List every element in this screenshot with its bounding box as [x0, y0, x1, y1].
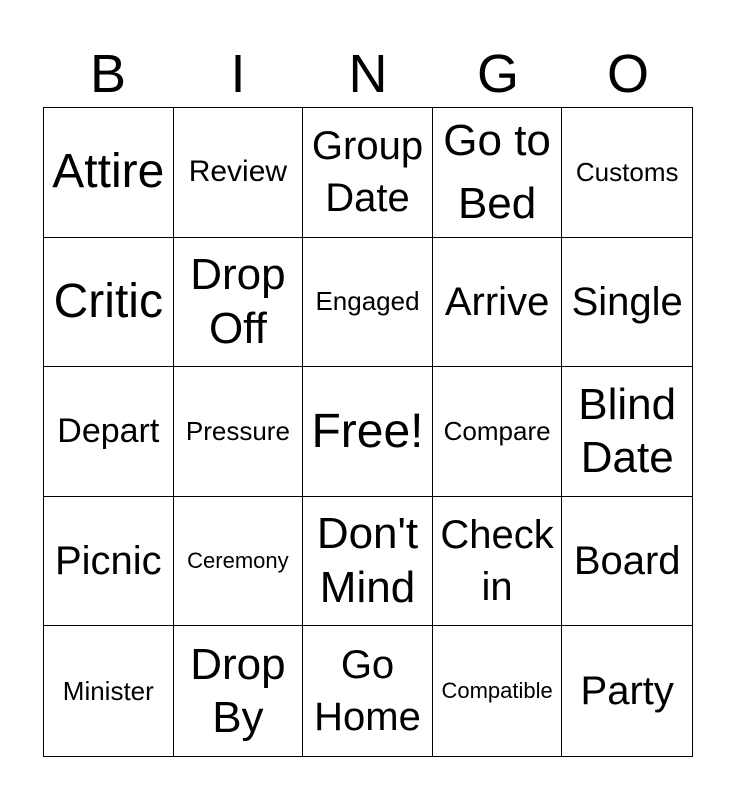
- cell-label: Compare: [443, 415, 551, 446]
- bingo-cell[interactable]: [433, 497, 563, 627]
- cell-label: Compatible: [441, 678, 553, 703]
- header-letter-n: N: [348, 44, 388, 104]
- bingo-board: [43, 107, 693, 757]
- header-letter-i: I: [230, 44, 246, 104]
- cell-label: Blind Date: [578, 379, 677, 483]
- cell-label: Minister: [62, 675, 154, 706]
- header-letter-o: O: [606, 44, 649, 104]
- bingo-cell[interactable]: [433, 626, 563, 756]
- cell-label: Don't Mind: [316, 509, 419, 613]
- bingo-cell[interactable]: [562, 108, 692, 238]
- header-letter-g: G: [476, 44, 519, 104]
- bingo-cell[interactable]: [174, 367, 304, 497]
- cell-label: Board: [573, 539, 681, 584]
- cell-label: Critic: [53, 275, 163, 329]
- bingo-cell[interactable]: [174, 238, 304, 368]
- cell-label: Ceremony: [187, 547, 289, 573]
- bingo-cell[interactable]: [174, 497, 304, 627]
- cell-label: Attire: [52, 145, 165, 199]
- cell-label: Review: [188, 155, 288, 189]
- cell-label: Customs: [575, 156, 679, 187]
- bingo-cell[interactable]: [562, 367, 692, 497]
- bingo-cell[interactable]: [433, 367, 563, 497]
- bingo-cell[interactable]: [562, 626, 692, 756]
- bingo-cell[interactable]: [174, 626, 304, 756]
- cell-label: Go to Bed: [443, 115, 551, 229]
- cell-label: Free!: [311, 404, 424, 458]
- bingo-cell[interactable]: [303, 108, 433, 238]
- cell-label: Group Date: [311, 124, 424, 221]
- bingo-cell[interactable]: [44, 238, 174, 368]
- bingo-cell[interactable]: [303, 626, 433, 756]
- bingo-cell[interactable]: [562, 238, 692, 368]
- bingo-cell[interactable]: [174, 108, 304, 238]
- header-letter-b: B: [89, 44, 127, 104]
- bingo-cell[interactable]: [44, 497, 174, 627]
- bingo-header: [43, 40, 693, 108]
- bingo-cell[interactable]: [303, 497, 433, 627]
- cell-label: Arrive: [444, 279, 550, 324]
- cell-label: Drop By: [190, 639, 286, 743]
- bingo-cell[interactable]: [562, 497, 692, 627]
- cell-label: Pressure: [185, 415, 290, 446]
- cell-label: Go Home: [314, 643, 421, 740]
- cell-label: Depart: [57, 412, 160, 451]
- cell-label: Engaged: [315, 286, 420, 317]
- bingo-cell[interactable]: [433, 108, 563, 238]
- bingo-cell[interactable]: [44, 108, 174, 238]
- bingo-cell[interactable]: [303, 238, 433, 368]
- free-space[interactable]: [303, 367, 433, 497]
- cell-label: Check in: [440, 513, 554, 610]
- cell-label: Drop Off: [190, 250, 286, 353]
- cell-label: Picnic: [54, 539, 162, 584]
- bingo-cell[interactable]: [44, 367, 174, 497]
- bingo-cell[interactable]: [433, 238, 563, 368]
- bingo-cell[interactable]: [44, 626, 174, 756]
- cell-label: Party: [580, 669, 674, 714]
- cell-label: Single: [571, 279, 683, 324]
